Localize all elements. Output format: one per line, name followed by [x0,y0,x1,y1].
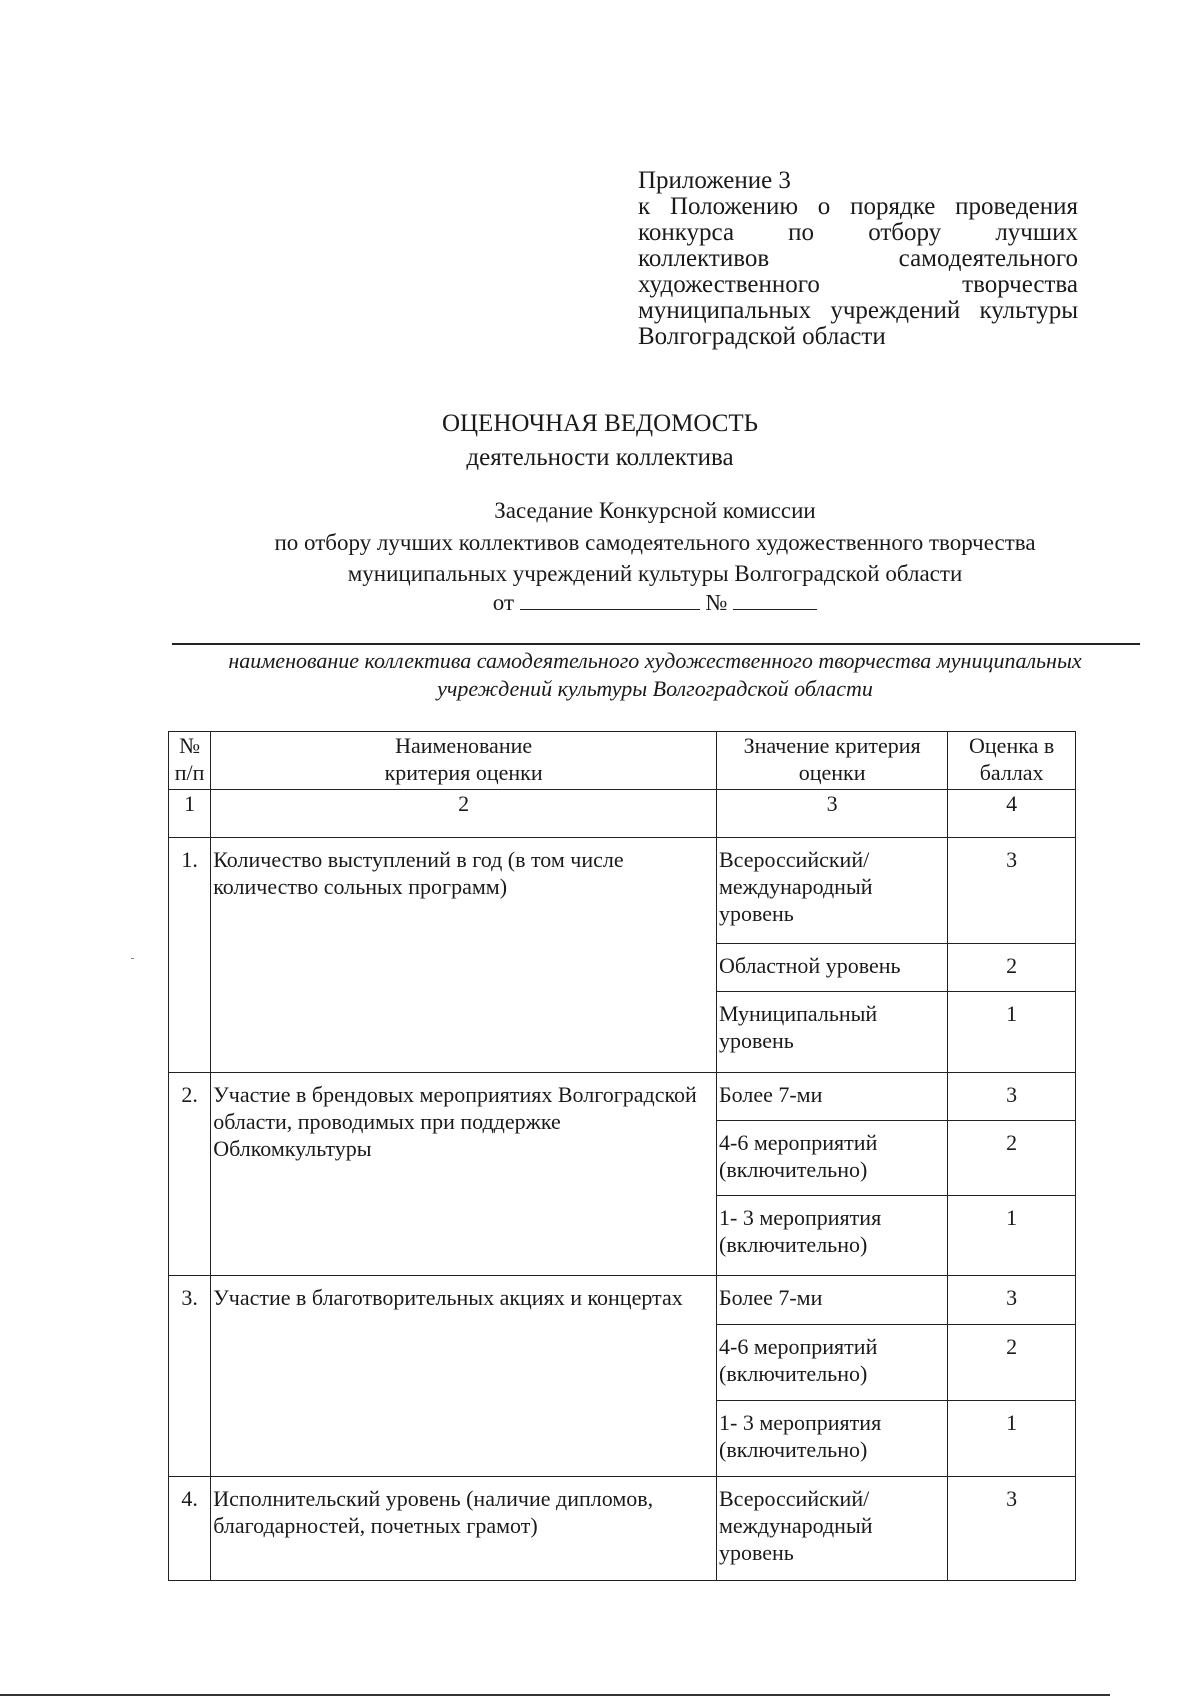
appendix-line: Волгоградской области [638,323,886,350]
session-date-line [0,589,1200,616]
col-number: 2 [211,790,717,838]
option-value: 4-6 мероприятий (включительно) [717,1121,948,1196]
row-criterion: Количество выступлений в год (в том числе количество сольных программ) [211,838,717,1073]
header-value: Значение критерия оценки [717,732,948,790]
scan-speck [131,958,134,959]
option-score: 2 [948,1325,1076,1401]
header-num: № п/п [169,732,211,790]
appendix-line: коллективов самодеятельного [638,245,1078,272]
table-row [169,1477,1076,1581]
row-num: 1. [169,838,211,1073]
row-num: 4. [169,1477,211,1581]
collective-name-caption: учреждений культуры Волгоградской области [437,676,873,701]
appendix-block [638,168,1078,350]
header-name: Наименование критерия оценки [211,732,717,790]
option-score: 1 [948,1196,1076,1276]
option-score: 3 [948,1276,1076,1325]
option-value: Областной уровень [717,944,948,992]
option-score: 3 [948,1073,1076,1121]
scan-edge-line [0,1694,1110,1696]
table-header-row [169,732,1076,790]
option-score: 1 [948,992,1076,1073]
appendix-line: Приложение 3 [638,167,791,194]
appendix-line: конкурса по отбору лучших [638,219,1078,246]
session-line: по отбору лучших коллективов самодеятельного художественного творчества [274,530,1036,555]
option-score: 1 [948,1401,1076,1477]
option-value: Муниципальный уровень [717,992,948,1073]
table-row [169,838,1076,944]
session-line: муниципальных учреждений культуры Волгоградской области [347,561,963,586]
option-score: 3 [948,838,1076,944]
date-prefix: от [492,590,515,615]
document-subtitle: деятельности коллектива [466,444,734,471]
column-number-row [169,790,1076,838]
number-blank [733,589,817,610]
option-value: 1- 3 мероприятия (включительно) [717,1401,948,1477]
date-blank [520,589,700,610]
header-score: Оценка в баллах [948,732,1076,790]
appendix-line: художественного творчества [638,271,1078,298]
collective-name-line [172,643,1140,645]
option-value: Всероссийский/ международный уровень [717,1477,948,1581]
table-row [169,1276,1076,1325]
collective-name-caption: наименование коллектива самодеятельного художественного творчества муниципальных [228,648,1082,673]
col-number: 3 [717,790,948,838]
col-number: 4 [948,790,1076,838]
option-value: Более 7-ми [717,1276,948,1325]
appendix-line: к Положению о порядке проведения [638,193,1078,220]
row-num: 3. [169,1276,211,1477]
number-sign: № [705,590,728,615]
criteria-table [168,731,1076,1581]
session-line: Заседание Конкурсной комиссии [494,498,816,523]
option-score: 2 [948,944,1076,992]
option-score: 2 [948,1121,1076,1196]
table-row [169,1073,1076,1121]
row-num: 2. [169,1073,211,1276]
option-value: 4-6 мероприятий (включительно) [717,1325,948,1401]
option-value: Всероссийский/ международный уровень [717,838,948,944]
document-title: ОЦЕНОЧНАЯ ВЕДОМОСТЬ [441,410,759,437]
option-value: 1- 3 мероприятия (включительно) [717,1196,948,1276]
row-criterion: Исполнительский уровень (наличие дипломов, благодарностей, почетных грамот) [211,1477,717,1581]
option-value: Более 7-ми [717,1073,948,1121]
col-number: 1 [169,790,211,838]
appendix-line: муниципальных учреждений культуры [638,297,1078,324]
option-score: 3 [948,1477,1076,1581]
row-criterion: Участие в брендовых мероприятиях Волгоградской области, проводимых при поддержке Облкомкультуры [211,1073,717,1276]
row-criterion: Участие в благотворительных акциях и концертах [211,1276,717,1477]
